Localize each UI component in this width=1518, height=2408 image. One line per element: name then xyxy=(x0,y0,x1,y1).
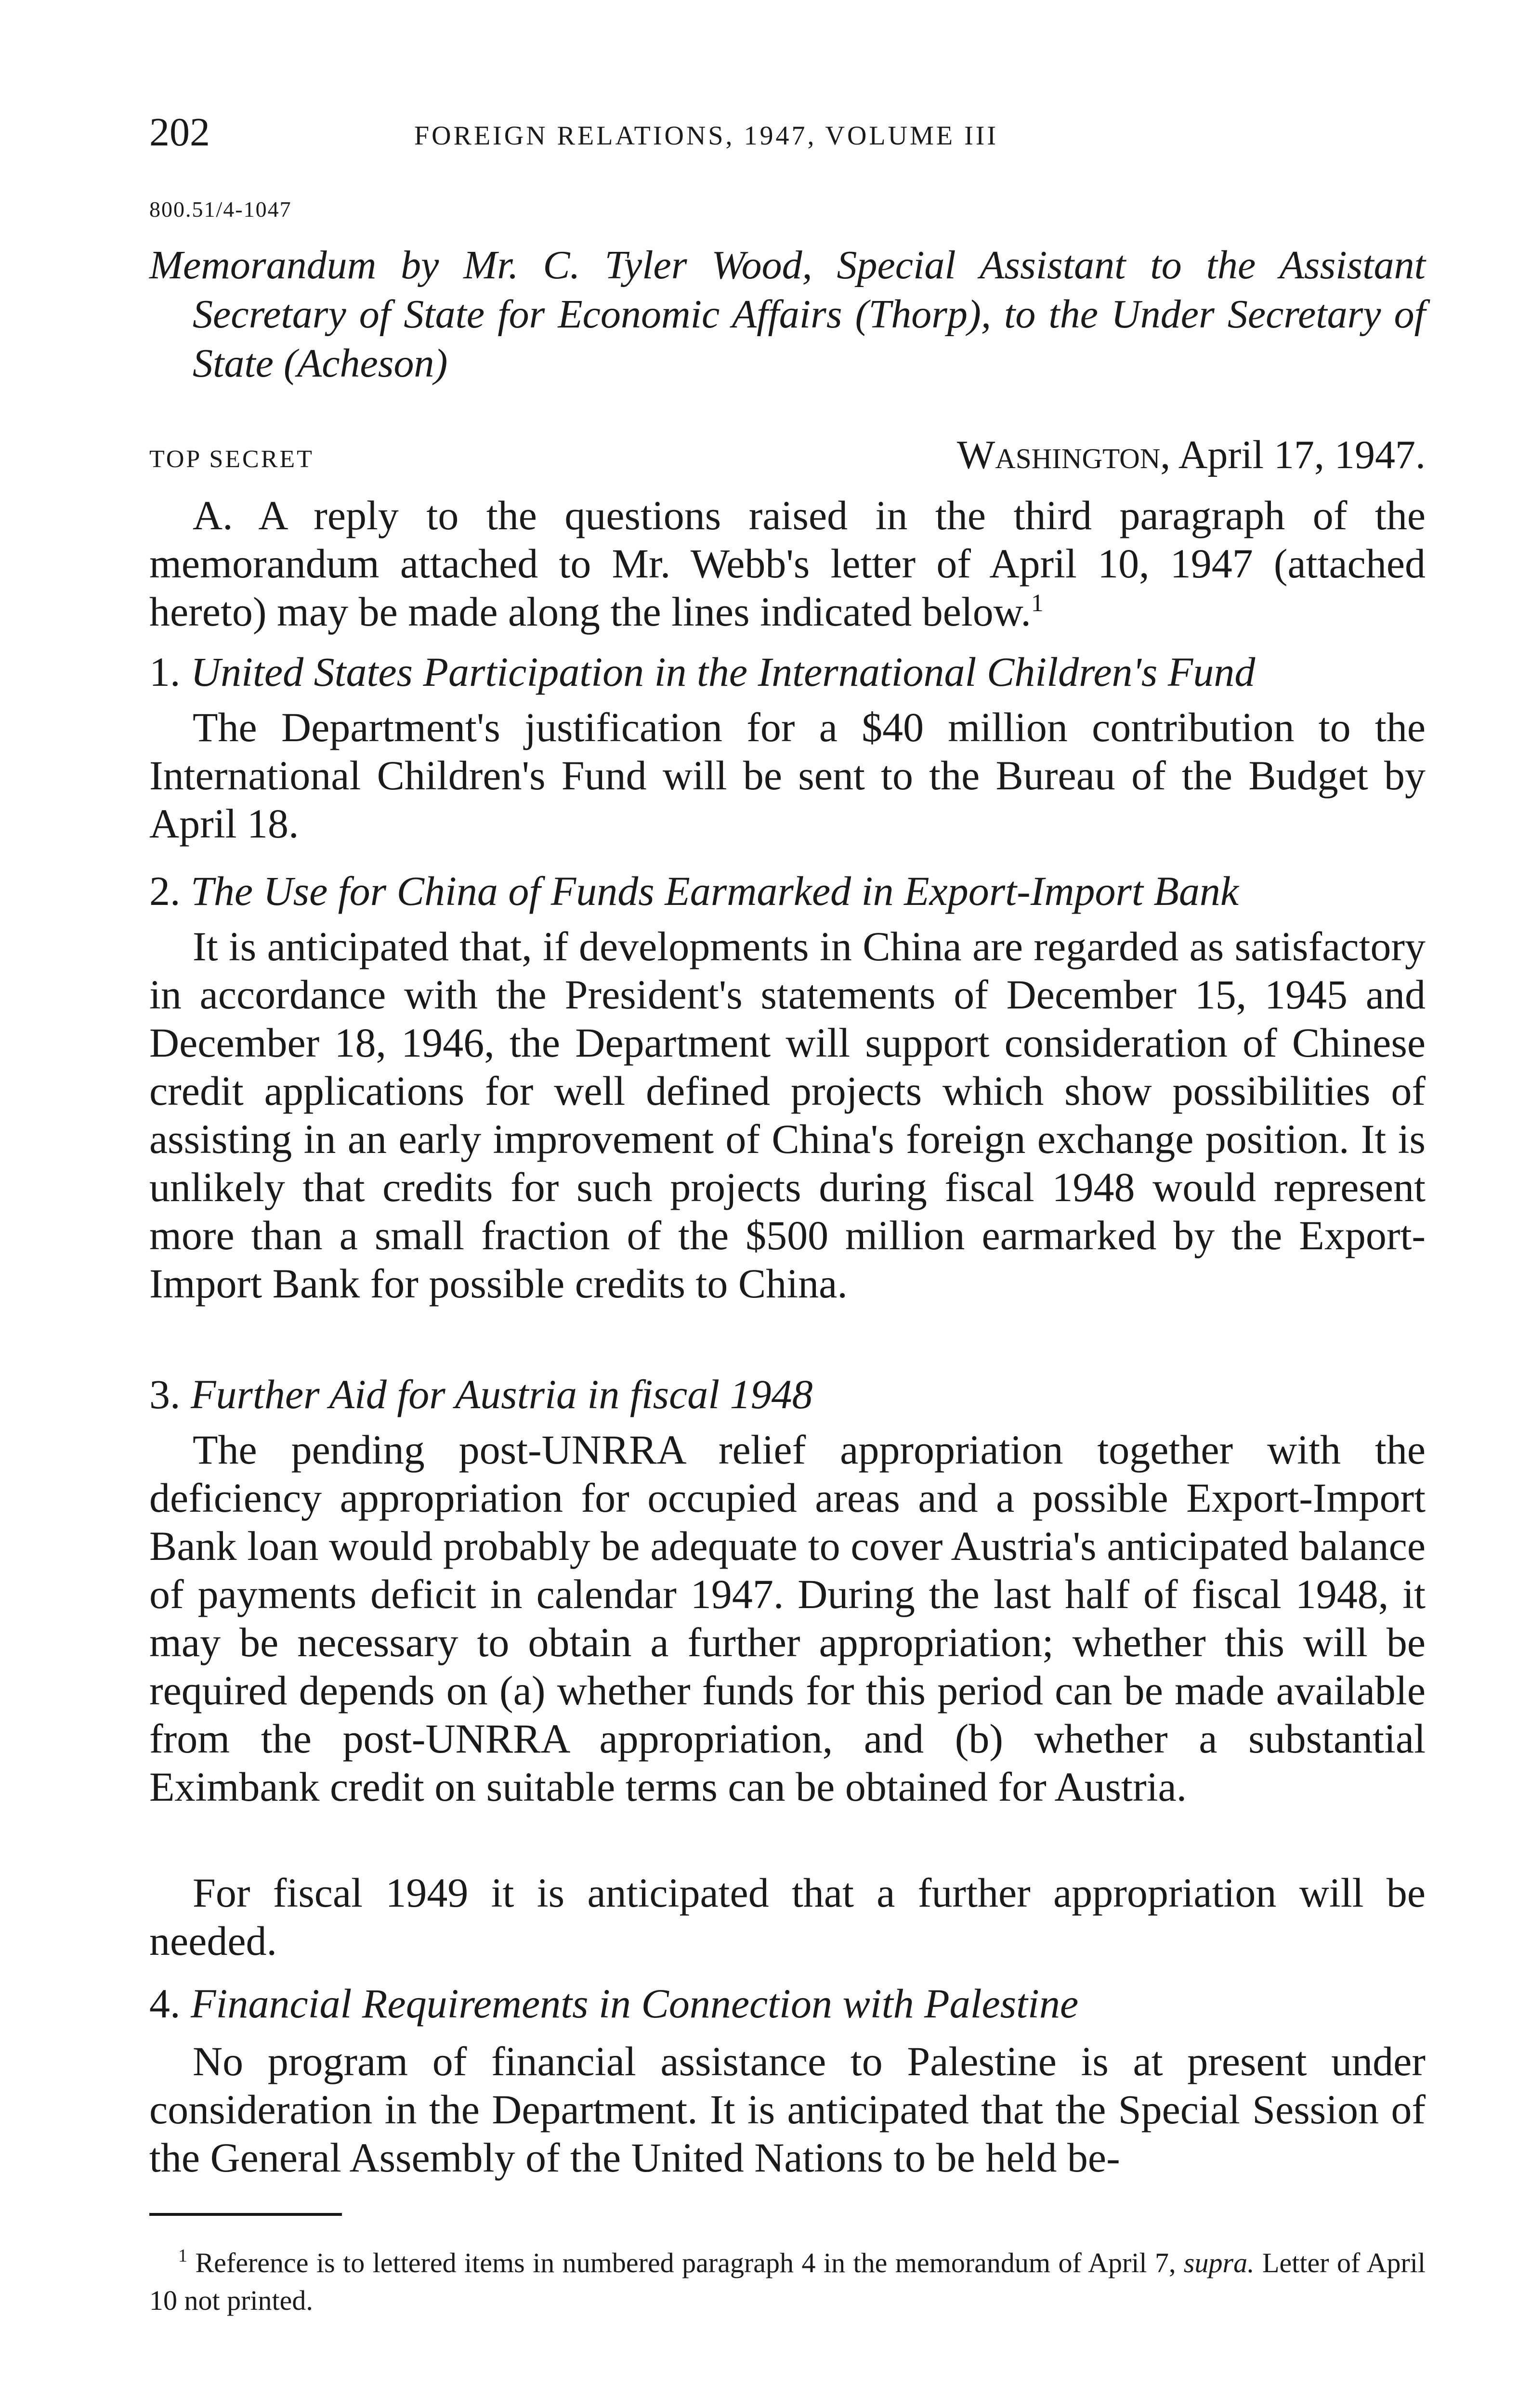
running-head: FOREIGN RELATIONS, 1947, VOLUME III xyxy=(414,121,999,151)
section-heading-3 xyxy=(149,1370,1426,1418)
place-date xyxy=(957,429,1426,482)
place: Washington, xyxy=(956,432,1171,477)
file-reference: 800.51/4-1047 xyxy=(149,197,292,222)
section-number: 4. xyxy=(149,1980,181,2027)
section-heading-4 xyxy=(149,1979,1426,2028)
footnote-number: 1 xyxy=(178,2246,187,2266)
intro-paragraph xyxy=(149,491,1426,636)
section-2-paragraph-1: It is anticipated that, if developments in China are regarded as satisfactory in accordance with the President's statements of December 15, 1945 and December 18, 1946, the Department will support consideration of Chinese credit applications for well defined projects which show possibilities of assisting in an early improvement of China's foreign exchange position. It is unlikely that credits for such projects during fiscal 1948 would represent more than a small fraction of the $500 million earmarked by the Export-Import Bank for possible credits to China. xyxy=(149,923,1426,1307)
section-number: 2. xyxy=(149,868,181,914)
section-3-paragraph-1: The pending post-UNRRA relief appropriation together with the deficiency appropriation for occupied areas and a possible Export-Import Bank loan would probably be adequate to cover Austria's anticipated balance of payments deficit in calendar 1947. During the last half of fiscal 1948, it may be necessary to obtain a further appropriation; whether this will be required depends on (a) whether funds for this period can be made available from the post-UNRRA appropriation, and (b) whether a substantial Eximbank credit on suitable terms can be obtained for Austria. xyxy=(149,1426,1426,1810)
section-title: The Use for China of Funds Earmarked in Export-Import Bank xyxy=(191,868,1239,914)
section-number: 3. xyxy=(149,1371,181,1417)
page-header xyxy=(149,106,1426,159)
footnote-text-after: Letter of April 10 not printed. xyxy=(149,2247,1426,2316)
section-title: United States Participation in the International Children's Fund xyxy=(191,649,1256,695)
footnote-supra: supra. xyxy=(1183,2247,1255,2278)
section-3-paragraph-2: For fiscal 1949 it is anticipated that a further appropriation will be needed. xyxy=(149,1870,1426,1964)
footnote-marker: 1 xyxy=(1031,589,1044,617)
date: April 17, 1947. xyxy=(1178,432,1426,477)
memo-title: Memorandum by Mr. C. Tyler Wood, Special Assistant to the Assistant Secretary of State for Economic Affairs (Thorp), to the Under Secretary of State (Acheson) xyxy=(149,243,1426,386)
footnote-rule xyxy=(149,2213,342,2216)
page-number: 202 xyxy=(149,110,210,155)
section-heading-2 xyxy=(149,867,1426,915)
classification: TOP SECRET xyxy=(149,445,314,473)
section-title: Financial Requirements in Connection with Palestine xyxy=(191,1980,1079,2027)
footnote-text-before: Reference is to lettered items in numbered paragraph 4 in the memorandum of April 7, xyxy=(195,2247,1176,2278)
section-title: Further Aid for Austria in fiscal 1948 xyxy=(191,1371,813,1417)
section-heading-1 xyxy=(149,648,1426,696)
section-1-paragraph-1: The Department's justification for a $40 million contribution to the International Children's Fund will be sent to the Bureau of the Budget by April 18. xyxy=(149,704,1426,847)
intro-text: A. A reply to the questions raised in the third paragraph of the memorandum attached to Mr. Webb's letter of April 10, 1947 (attached hereto) may be made along the lines indicated below. xyxy=(149,492,1426,635)
dateline xyxy=(149,429,1426,482)
section-number: 1. xyxy=(149,649,181,695)
section-4-paragraph-1: No program of financial assistance to Palestine is at present under consideration in the Department. It is anticipated that the Special Session of the General Assembly of the United Nations to be held be- xyxy=(149,2038,1426,2181)
footnote xyxy=(149,2244,1426,2319)
